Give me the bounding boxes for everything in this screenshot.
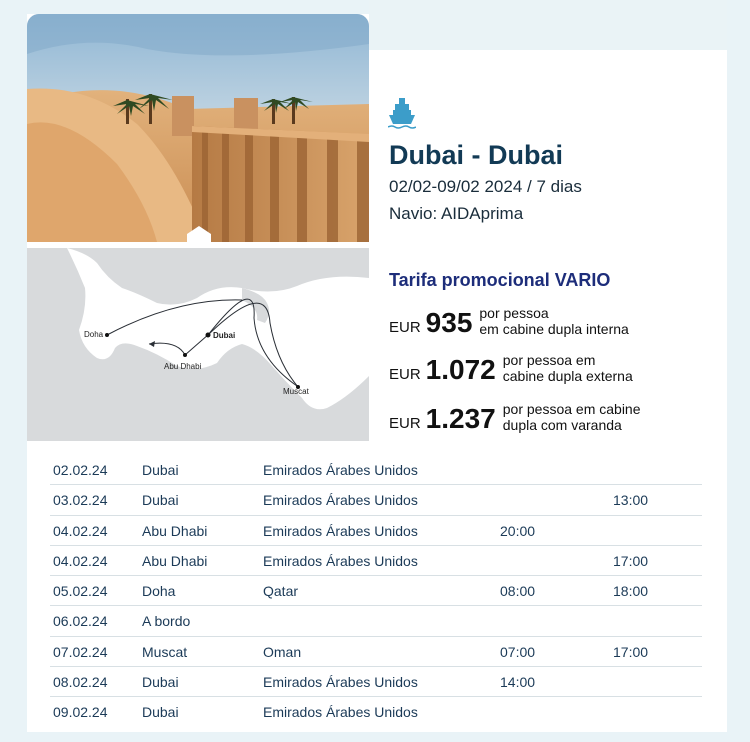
itinerary-arrival: 08:00 — [500, 583, 536, 600]
itinerary-departure: 17:00 — [613, 643, 649, 660]
cruise-ship: Navio: AIDAprima — [389, 204, 524, 223]
top-band — [369, 0, 727, 50]
price-currency: EUR — [389, 415, 421, 432]
itinerary-country: Oman — [263, 643, 302, 660]
cruise-ship-icon — [388, 96, 416, 130]
itinerary-port: Abu Dhabi — [142, 522, 208, 539]
itinerary-port: Abu Dhabi — [142, 552, 208, 569]
price-amount: 1.237 — [425, 403, 496, 434]
itinerary-date: 09.02.24 — [53, 704, 108, 721]
price-currency: EUR — [389, 366, 421, 383]
itinerary-country: Qatar — [263, 583, 299, 600]
itinerary-country: Emirados Árabes Unidos — [263, 704, 418, 721]
itinerary-port: Dubai — [142, 492, 179, 509]
price-desc-line1: por pessoa — [479, 305, 549, 321]
itinerary-arrival: 07:00 — [500, 643, 536, 660]
itinerary-port: Dubai — [142, 462, 179, 478]
itinerary-row — [50, 455, 702, 485]
itinerary-row — [50, 485, 702, 515]
itinerary-departure: 13:00 — [613, 492, 649, 509]
itinerary-port: Muscat — [142, 643, 188, 660]
itinerary-table — [50, 455, 702, 727]
itinerary-row — [50, 516, 702, 546]
itinerary-date: 08.02.24 — [53, 674, 108, 691]
itinerary-country: Emirados Árabes Unidos — [263, 492, 418, 509]
itinerary-port: Dubai — [142, 674, 179, 691]
itinerary-row — [50, 546, 702, 576]
price-desc-line1: por pessoa em — [502, 352, 596, 368]
itinerary-row — [50, 667, 702, 697]
itinerary-date: 07.02.24 — [53, 643, 108, 660]
price-description — [479, 305, 628, 337]
itinerary-country: Emirados Árabes Unidos — [263, 522, 418, 539]
itinerary-port: A bordo — [142, 613, 191, 630]
price-currency: EUR — [389, 319, 421, 336]
map-label-muscat: Muscat — [283, 387, 309, 396]
itinerary-arrival: 20:00 — [500, 522, 536, 539]
itinerary-date: 04.02.24 — [53, 552, 108, 569]
price-balcony — [389, 401, 641, 433]
cruise-title: Dubai - Dubai — [389, 140, 563, 170]
itinerary-country: Emirados Árabes Unidos — [263, 462, 418, 478]
itinerary-row — [50, 637, 702, 667]
map-label-doha: Doha — [84, 330, 104, 339]
itinerary-departure: 18:00 — [613, 583, 649, 600]
price-desc-line2: em cabine dupla interna — [479, 321, 629, 337]
map-label-dubai: Dubai — [213, 331, 236, 340]
cruise-dates: 02/02-09/02 2024 / 7 dias — [389, 177, 582, 196]
itinerary-date: 02.02.24 — [53, 462, 108, 478]
price-interior — [389, 305, 629, 337]
itinerary-port: Doha — [142, 583, 176, 600]
fare-title: Tarifa promocional VARIO — [389, 270, 611, 290]
itinerary-row — [50, 606, 702, 636]
price-description — [503, 352, 633, 384]
itinerary-row — [50, 697, 702, 726]
itinerary-country: Emirados Árabes Unidos — [263, 674, 418, 691]
itinerary-port: Dubai — [142, 704, 179, 721]
itinerary-date: 06.02.24 — [53, 613, 108, 630]
itinerary-date: 04.02.24 — [53, 522, 108, 539]
itinerary-date: 05.02.24 — [53, 583, 108, 600]
itinerary-country: Emirados Árabes Unidos — [263, 552, 418, 569]
destination-photo — [27, 14, 369, 242]
map-label-abu-dhabi: Abu Dhabi — [164, 362, 202, 371]
itinerary-date: 03.02.24 — [53, 492, 108, 509]
price-desc-line2: dupla com varanda — [502, 417, 622, 433]
price-amount: 1.072 — [425, 354, 496, 385]
itinerary-arrival: 14:00 — [500, 674, 536, 691]
itinerary-row — [50, 576, 702, 606]
price-amount: 935 — [425, 307, 473, 338]
price-exterior — [389, 352, 633, 384]
price-description — [503, 401, 641, 433]
price-desc-line1: por pessoa em cabine — [502, 401, 641, 417]
route-map — [27, 248, 369, 441]
price-desc-line2: cabine dupla externa — [502, 368, 633, 384]
itinerary-departure: 17:00 — [613, 552, 649, 569]
